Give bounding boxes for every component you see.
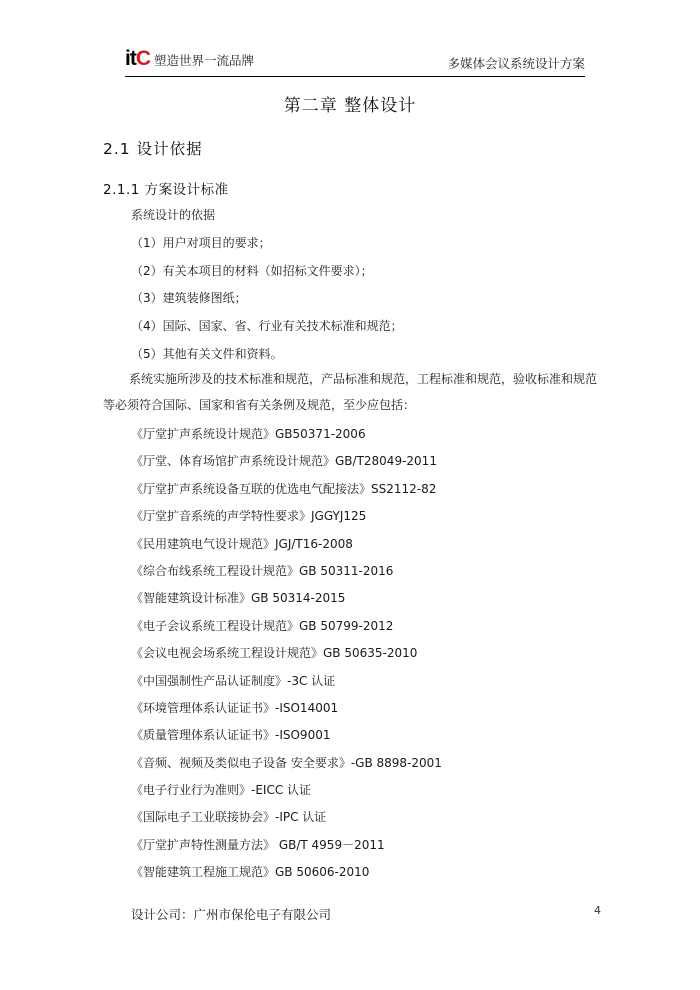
standard-item: 《厅堂扩声特性测量方法》 GB/T 4959－2011 <box>131 837 385 852</box>
standard-item: 《质量管理体系认证证书》-ISO9001 <box>131 728 331 743</box>
logo-slogan: 塑造世界一流品牌 <box>154 53 255 68</box>
section-title: 2.1 设计依据 <box>103 140 203 158</box>
standards-list <box>131 421 442 887</box>
standards-paragraph-text: 系统实施所涉及的技术标准和规范，产品标准和规范，工程标准和规范，验收标准和规范等必须符合国际、国家和省有关条例及规范，至少应包括： <box>103 372 598 412</box>
basis-item: （3）建筑装修图纸； <box>131 291 247 305</box>
basis-item: （2）有关本项目的材料（如招标文件要求）； <box>131 264 373 278</box>
standard-item: 《厅堂扩音系统的声学特性要求》JGGYJ125 <box>131 509 367 524</box>
itc-logo-mark: itC <box>125 47 150 70</box>
header-divider <box>125 76 585 77</box>
page-number: 4 <box>594 904 601 917</box>
standard-item: 《环境管理体系认证证书》-ISO14001 <box>131 700 339 715</box>
company-logo <box>125 48 254 70</box>
intro-line: 系统设计的依据 <box>131 208 216 222</box>
standards-paragraph <box>103 366 603 418</box>
standard-item: 《电子行业行为准则》-EICC 认证 <box>131 783 312 798</box>
standard-item: 《国际电子工业联接协会》-IPC 认证 <box>131 810 327 825</box>
standard-item: 《智能建筑工程施工规范》GB 50606-2010 <box>131 865 370 880</box>
basis-item: （1）用户对项目的要求； <box>131 236 271 250</box>
standard-item: 《中国强制性产品认证制度》-3C 认证 <box>131 673 336 688</box>
chapter-title: 第二章 整体设计 <box>283 96 417 116</box>
standard-item: 《民用建筑电气设计规范》JGJ/T16-2008 <box>131 536 353 551</box>
page-header <box>125 44 585 78</box>
footer-company: 设计公司：广州市保伦电子有限公司 <box>131 907 332 922</box>
subsection-title: 2.1.1 方案设计标准 <box>103 182 229 198</box>
standard-item: 《音频、视频及类似电子设备 安全要求》-GB 8898-2001 <box>131 755 442 770</box>
standard-item: 《会议电视会场系统工程设计规范》GB 50635-2010 <box>131 646 418 661</box>
basis-item: （5）其他有关文件和资料。 <box>131 347 283 361</box>
standard-item: 《厅堂扩声系统设计规范》GB50371-2006 <box>131 427 366 441</box>
standard-item: 《电子会议系统工程设计规范》GB 50799-2012 <box>131 618 394 633</box>
document-title: 多媒体会议系统设计方案 <box>447 56 585 71</box>
standard-item: 《厅堂、体育场馆扩声系统设计规范》GB/T28049-2011 <box>131 454 437 469</box>
standard-item: 《智能建筑设计标准》GB 50314-2015 <box>131 591 346 606</box>
standard-item: 《综合布线系统工程设计规范》GB 50311-2016 <box>131 563 394 578</box>
standard-item: 《厅堂扩声系统设备互联的优选电气配接法》SS2112-82 <box>131 481 437 496</box>
basis-item: （4）国际、国家、省、行业有关技术标准和规范； <box>131 319 403 333</box>
